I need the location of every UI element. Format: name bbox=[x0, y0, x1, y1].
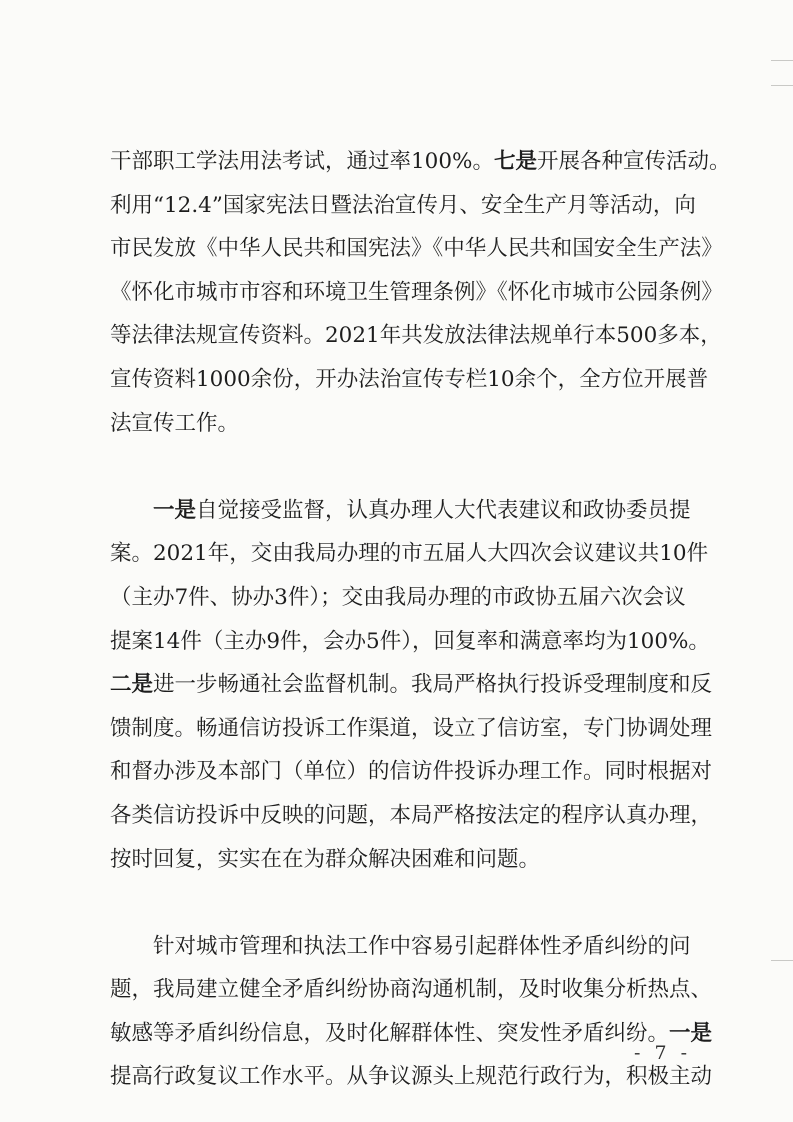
text-run: 开展各种宣传活动。 bbox=[536, 149, 731, 174]
text-line: 案。2021年，交由我局办理的市五届人大四次会议建议共10件 bbox=[110, 541, 709, 567]
scan-edge-mark bbox=[771, 60, 793, 61]
text-line: 市民发放《中华人民共和国宪法》《中华人民共和国安全生产法》 bbox=[110, 236, 723, 262]
text-line bbox=[110, 1012, 713, 1056]
text-run: 进一步畅通社会监督机制。我局严格执行投诉受理制度和反 bbox=[153, 672, 713, 698]
scan-edge-mark bbox=[771, 85, 793, 86]
text-run: 干部职工学法用法考试，通过率100%。 bbox=[110, 149, 494, 174]
document-body bbox=[110, 140, 731, 1099]
emphasis-run: 一是 bbox=[669, 1020, 713, 1046]
text-line: 利用“12.4”国家宪法日暨法治宣传月、安全生产月等活动，向 bbox=[110, 192, 696, 218]
text-line: 《怀化市城市市容和环境卫生管理条例》《怀化市城市公园条例》 bbox=[110, 279, 723, 305]
text-line bbox=[110, 140, 731, 184]
text-line: 馈制度。畅通信访投诉工作渠道，设立了信访室，专门协调处理 bbox=[110, 715, 713, 741]
text-line: 按时回复，实实在在为群众解决困难和问题。 bbox=[110, 846, 541, 872]
emphasis-run: 一是 bbox=[153, 497, 197, 523]
text-run: 自觉接受监督，认真办理人大代表建议和政协委员提 bbox=[196, 497, 691, 523]
text-line: 各类信访投诉中反映的问题，本局严格按法定的程序认真办理， bbox=[110, 802, 713, 828]
text-line bbox=[110, 489, 691, 533]
text-line: 法宣传工作。 bbox=[110, 410, 240, 436]
scan-edge-mark bbox=[771, 960, 793, 961]
text-line: 等法律法规宣传资料。2021年共发放法律法规单行本500多本， bbox=[110, 323, 722, 349]
page-number: - 7 - bbox=[634, 1042, 692, 1064]
text-line: 题，我局建立健全矛盾纠纷协商沟通机制，及时收集分析热点、 bbox=[110, 977, 713, 1003]
text-line: 提高行政复议工作水平。从争议源头上规范行政行为，积极主动 bbox=[110, 1064, 713, 1090]
text-run: 敏感等矛盾纠纷信息，及时化解群体性、突发性矛盾纠纷。 bbox=[110, 1020, 670, 1046]
text-line bbox=[110, 663, 713, 707]
text-line: 宣传资料1000余份，开办法治宣传专栏10余个，全方位开展普 bbox=[110, 366, 709, 392]
section-heading-10 bbox=[110, 881, 682, 925]
text-line: （主办7件、协办3件）；交由我局办理的市政协五届六次会议 bbox=[110, 584, 686, 610]
section-heading-9 bbox=[110, 445, 682, 489]
emphasis-run: 二是 bbox=[110, 672, 154, 698]
text-line: 提案14件（主办9件，会办5件），回复率和满意率均为100%。 bbox=[110, 628, 710, 654]
text-line: 和督办涉及本部门（单位）的信访件投诉办理工作。同时根据对 bbox=[110, 759, 713, 785]
text-line: 针对城市管理和执法工作中容易引起群体性矛盾纠纷的问 bbox=[153, 933, 691, 959]
emphasis-run: 七是 bbox=[493, 149, 537, 174]
